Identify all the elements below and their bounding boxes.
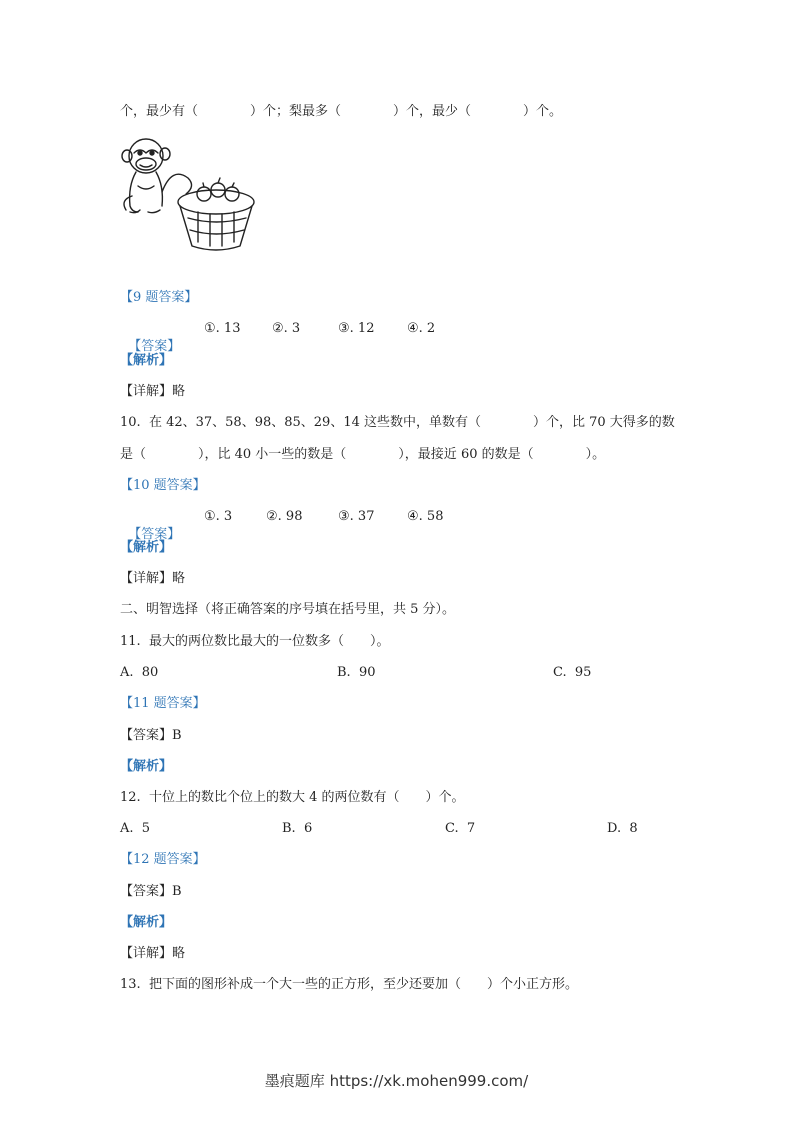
q10-answer-4: ④. 58: [407, 509, 444, 524]
q9-answer-3: ③. 12: [338, 321, 375, 336]
q12-answer-heading: 【12 题答案】: [120, 852, 206, 867]
q9-answer-4: ④. 2: [407, 321, 436, 336]
q13-stem: 13. 把下面的图形补成一个大一些的正方形，至少还要加（ ）个小正方形。: [120, 977, 578, 992]
q11-analysis-label: 【解析】: [120, 759, 173, 774]
q9-answer-label: 【答案】: [128, 339, 181, 354]
q12-option-b: B. 6: [282, 821, 313, 836]
q11-answer-heading: 【11 题答案】: [120, 696, 206, 711]
page-footer: 墨痕题库 https://xk.mohen999.com/: [264, 1072, 529, 1090]
monkey-basket-illustration: [118, 126, 260, 254]
q11-answer: 【答案】B: [120, 728, 182, 743]
q10-detail: 【详解】略: [120, 571, 186, 586]
q9-answer-2: ②. 3: [272, 321, 301, 336]
q9-detail: 【详解】略: [120, 384, 186, 399]
q12-option-a: A. 5: [120, 821, 151, 836]
q10-answer-3: ③. 37: [338, 509, 375, 524]
q9-answer-row: [120, 320, 180, 356]
q9-stem-tail: 个，最少有（ ）个；梨最多（ ）个，最少（ ）个。: [120, 104, 563, 119]
q11-stem: 11. 最大的两位数比最大的一位数多（ ）。: [120, 634, 390, 649]
q11-option-c: C. 95: [553, 665, 592, 680]
q12-stem: 12. 十位上的数比个位上的数大 4 的两位数有（ ）个。: [120, 790, 465, 805]
q12-answer: 【答案】B: [120, 884, 182, 899]
q10-answer-1: ①. 3: [204, 509, 233, 524]
q9-answer-1: ①. 13: [204, 321, 241, 336]
section-2-heading: 二、明智选择（将正确答案的序号填在括号里，共 5 分）。: [120, 602, 456, 617]
q10-answer-heading: 【10 题答案】: [120, 478, 206, 493]
q12-option-c: C. 7: [445, 821, 476, 836]
q10-answer-2: ②. 98: [266, 509, 303, 524]
q10-analysis-label: 【解析】: [120, 540, 173, 555]
q9-analysis-label: 【解析】: [120, 353, 173, 368]
q10-stem-line1: 10. 在 42、37、58、98、85、29、14 这些数中，单数有（ ）个，比 70 大得多的数: [120, 415, 675, 430]
q11-option-b: B. 90: [337, 665, 376, 680]
q12-option-d: D. 8: [607, 821, 638, 836]
q12-analysis-label: 【解析】: [120, 915, 173, 930]
q10-stem-line2: 是（ ），比 40 小一些的数是（ ），最接近 60 的数是（ ）。: [120, 447, 606, 462]
q12-detail: 【详解】略: [120, 946, 186, 961]
q10-answer-label: 【答案】: [128, 527, 181, 542]
q11-option-a: A. 80: [120, 665, 159, 680]
q9-answer-heading: 【9 题答案】: [120, 290, 198, 305]
